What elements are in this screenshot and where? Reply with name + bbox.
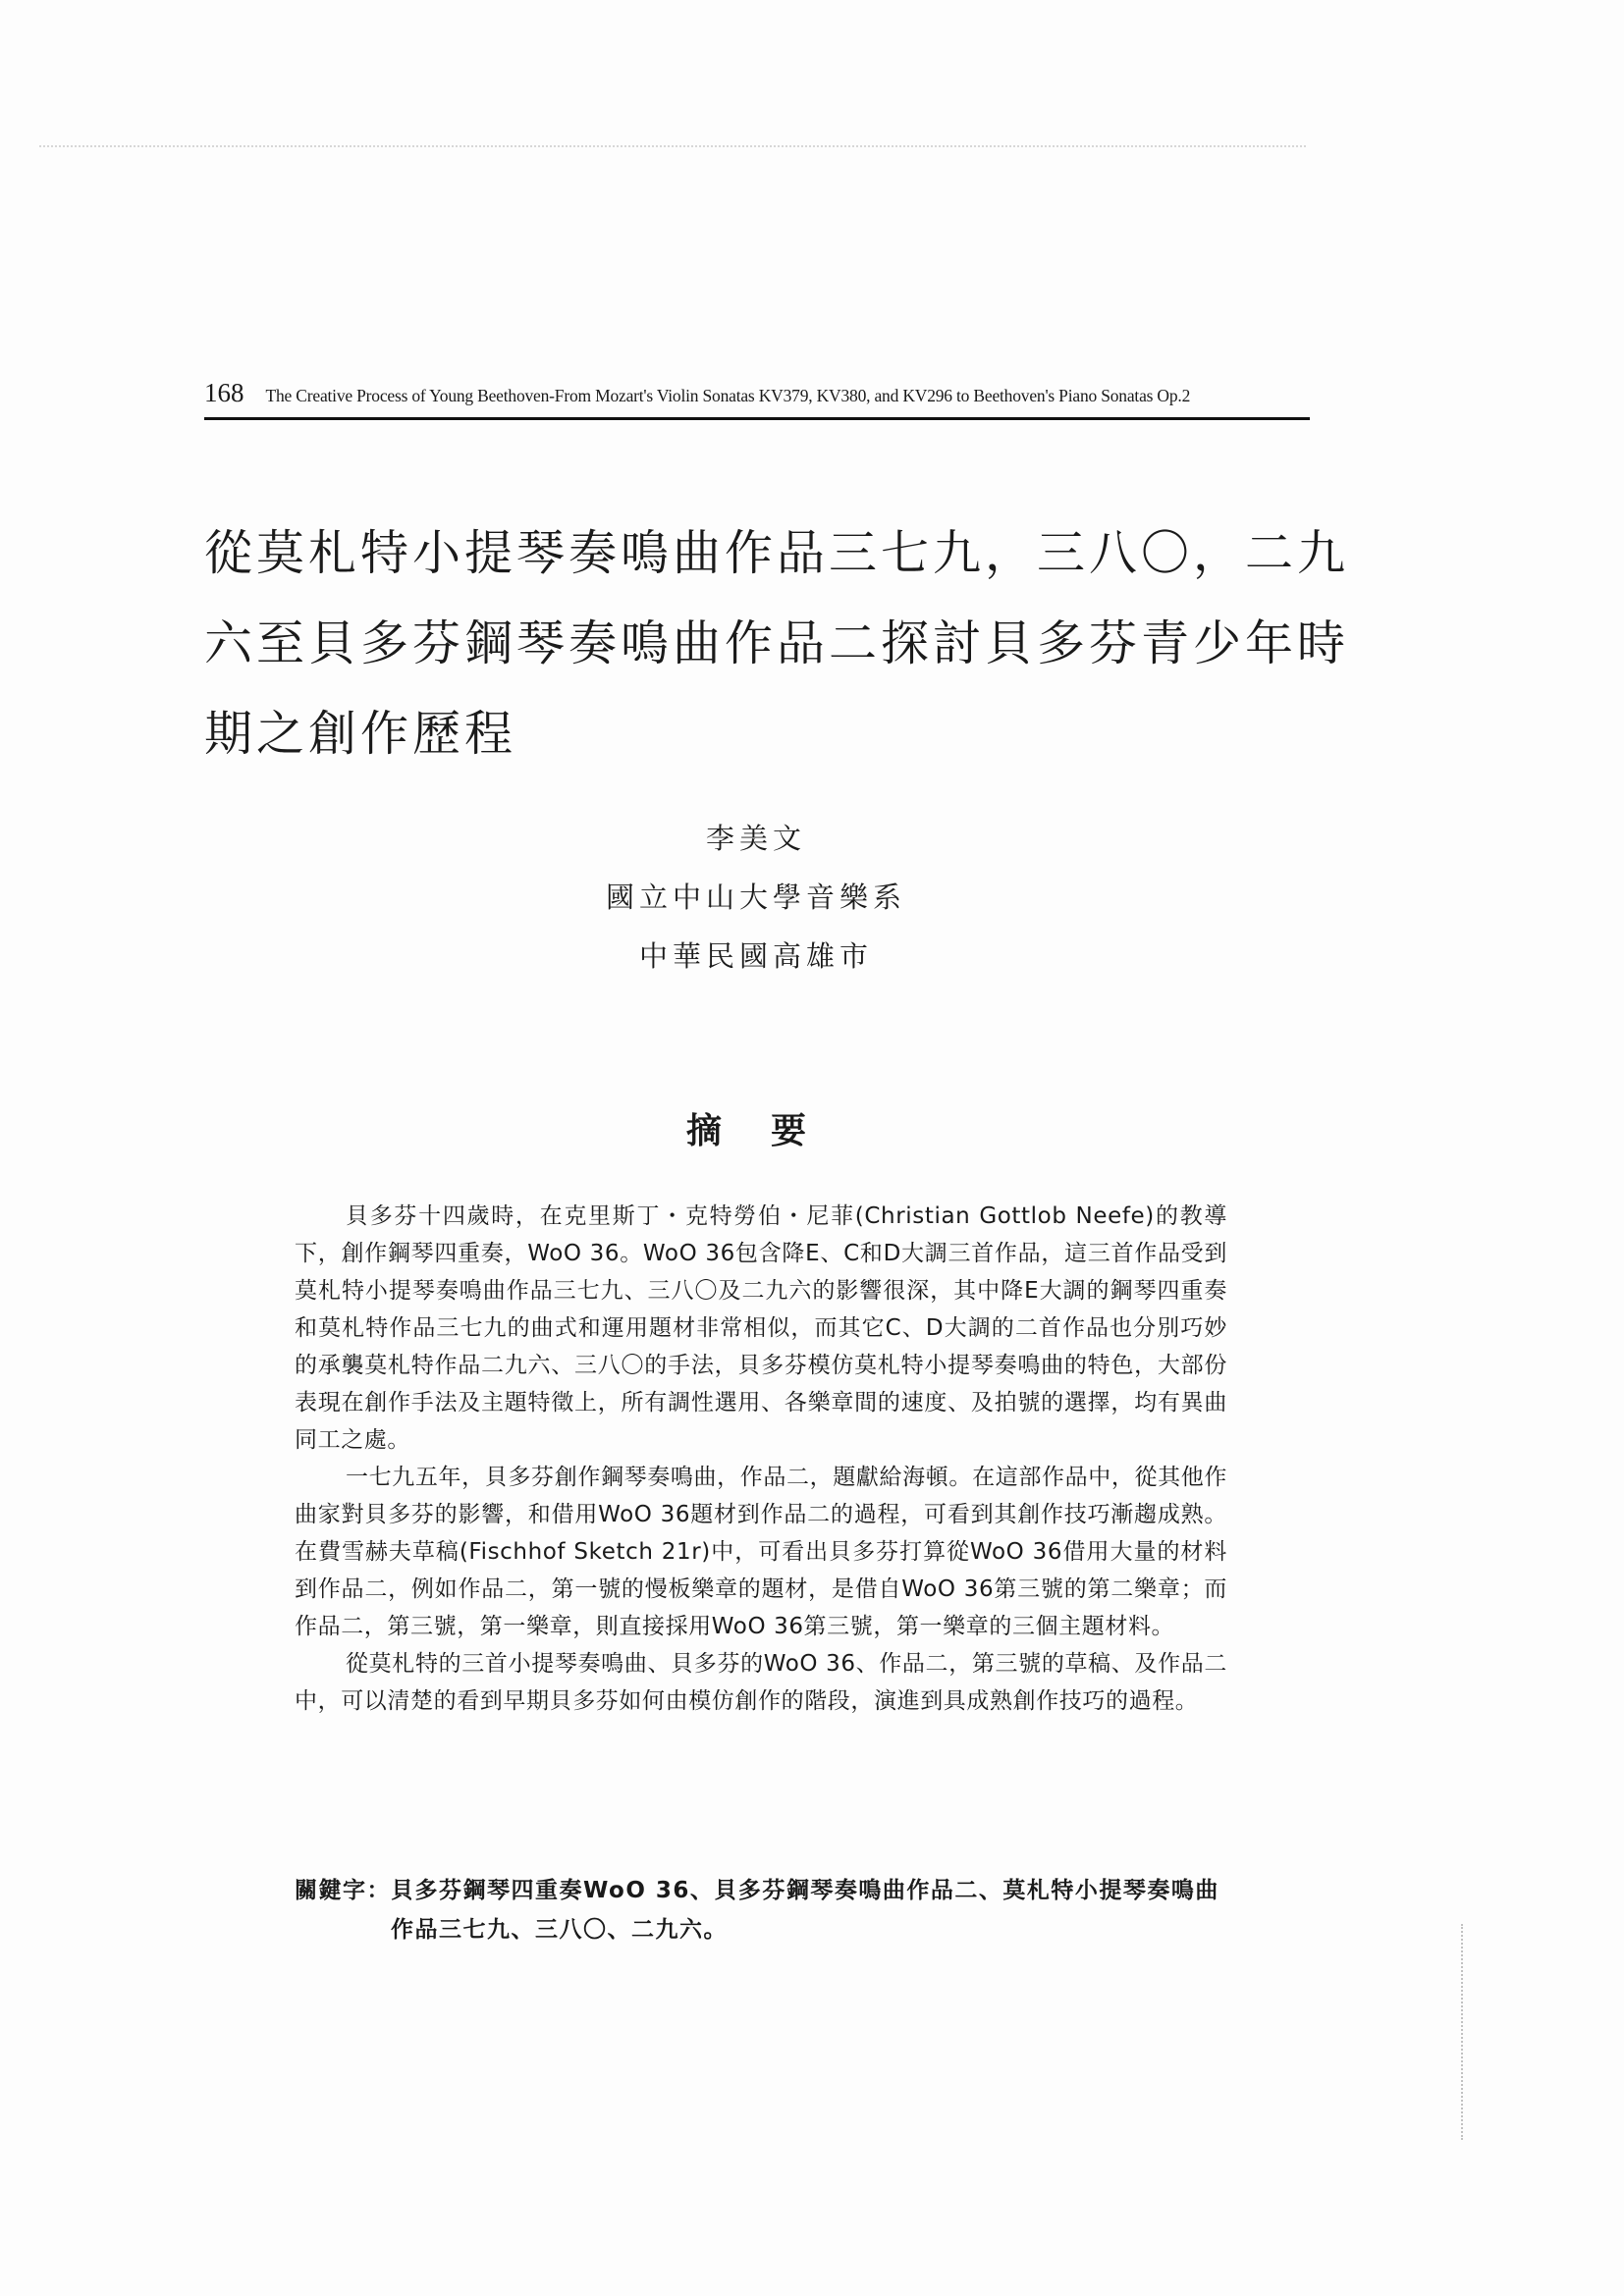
- keywords: [295, 1871, 1227, 1949]
- author-location: 中華民國高雄市: [638, 939, 873, 973]
- running-title: The Creative Process of Young Beethoven-From Mozart's Violin Sonatas KV379, KV380, and KV296 to Beethoven's Piano Sonatas Op.2: [265, 386, 1191, 405]
- title-line: 期之創作歷程: [204, 706, 517, 762]
- title-line: 從莫札特小提琴奏鳴曲作品三七九，三八〇，二九: [204, 525, 1350, 581]
- author-affiliation: 國立中山大學音樂系: [605, 881, 906, 914]
- abstract-paragraph: 一七九五年，貝多芬創作鋼琴奏鳴曲，作品二，題獻給海頓。在這部作品中，從其他作曲家對貝多芬的影響，和借用WoO 36題材到作品二的過程，可看到其創作技巧漸趨成熟。在費雪赫夫草稿(Fischhof Sketch 21r)中，可看出貝多芬打算從WoO 36借用大量的材料到作品二，例如作品二，第一號的慢板樂章的題材，是借自WoO 36第三號的第二樂章；而作品二，第三號，第一樂章，則直接採用WoO 36第三號，第一樂章的三個主題材料。: [295, 1465, 1227, 1639]
- author-name: 李美文: [705, 822, 806, 855]
- author-block: [530, 809, 982, 986]
- title-line: 六至貝多芬鋼琴奏鳴曲作品二探討貝多芬青少年時: [204, 615, 1350, 671]
- page-number: 168: [204, 378, 244, 407]
- header-rule: [204, 417, 1310, 420]
- running-head: [204, 378, 1314, 417]
- abstract-body: [295, 1198, 1227, 1720]
- abstract-paragraph: 從莫札特的三首小提琴奏鳴曲、貝多芬的WoO 36、作品二，第三號的草稿、及作品二中，可以清楚的看到早期貝多芬如何由模仿創作的階段，演進到具成熟創作技巧的過程。: [295, 1651, 1227, 1714]
- scan-artifact-edge: [1461, 1924, 1465, 2140]
- keywords-text: 貝多芬鋼琴四重奏WoO 36、貝多芬鋼琴奏鳴曲作品二、莫札特小提琴奏鳴曲作品三七九、三八〇、二九六。: [391, 1878, 1219, 1943]
- keywords-label: 關鍵字：: [295, 1878, 391, 1903]
- paper-title: [204, 508, 1350, 779]
- abstract-heading: 摘要: [685, 1111, 855, 1151]
- scan-artifact-top: [39, 145, 1306, 151]
- abstract-paragraph: 貝多芬十四歲時，在克里斯丁・克特勞伯・尼菲(Christian Gottlob Neefe)的教導下，創作鋼琴四重奏，WoO 36。WoO 36包含降E、C和D大調三首作品，這三首作品受到莫札特小提琴奏鳴曲作品三七九、三八〇及二九六的影響很深，其中降E大調的鋼琴四重奏和莫札特作品三七九的曲式和運用題材非常相似，而其它C、D大調的二首作品也分別巧妙的承襲莫札特作品二九六、三八〇的手法，貝多芬模仿莫札特小提琴奏鳴曲的特色，大部份表現在創作手法及主題特徵上，所有調性選用、各樂章間的速度、及拍號的選擇，均有異曲同工之處。: [295, 1203, 1227, 1453]
